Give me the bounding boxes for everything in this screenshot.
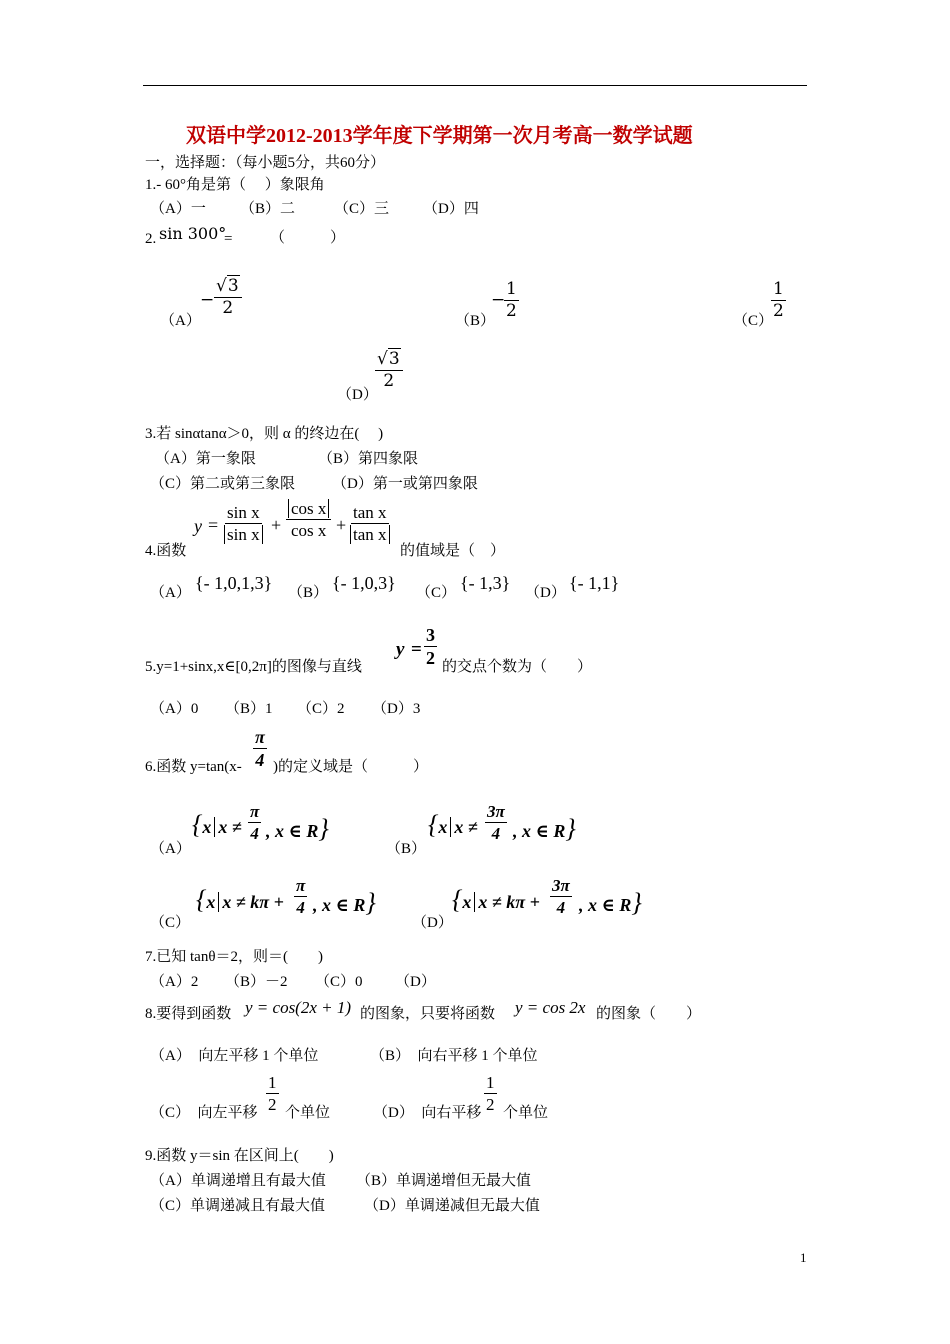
q2-option-a-radicand: 3	[227, 276, 239, 296]
q5-suffix: 的交点个数为（ ）	[442, 659, 593, 675]
q6-option-b-x: x	[438, 817, 448, 837]
q5-equals: =	[411, 639, 422, 660]
q5-numerator: 3	[426, 625, 435, 645]
q6-option-b-fraction	[485, 803, 507, 842]
q6-option-d-denominator: 4	[556, 898, 566, 917]
q8-option-c-denominator: 2	[268, 1095, 277, 1114]
q8-option-c-numerator: 1	[268, 1073, 277, 1092]
q8-option-c-fraction	[266, 1074, 279, 1113]
q7-stem: 7.已知 tanθ＝2，则＝( )	[145, 949, 324, 965]
sqrt-icon: √	[216, 276, 227, 296]
q8-option-a: （A） 向左平移 1 个单位	[150, 1048, 319, 1064]
q6-option-c-numerator: π	[296, 876, 306, 895]
q3-stem: 3.若 sinαtanα＞0，则 α 的终边在( )	[145, 426, 384, 442]
q6-option-c-fraction	[294, 877, 307, 916]
q4-option-d-label: （D）	[525, 585, 566, 601]
q6-option-a-numerator: π	[250, 802, 260, 821]
q8-option-d-numerator: 1	[486, 1073, 495, 1092]
q4-term-2	[286, 500, 331, 539]
q4-term-3	[350, 504, 390, 543]
q8-option-c-unit: 个单位	[285, 1105, 331, 1121]
q6-option-a-denominator: 4	[250, 824, 259, 843]
q4-option-b-label: （B）	[288, 585, 329, 601]
q6-option-d-numerator: 3π	[552, 876, 570, 895]
q6-option-c-plus: +	[273, 892, 284, 912]
q2-number: 2.	[145, 231, 157, 247]
q6-option-b-set: {x x ≠	[428, 810, 478, 839]
q5-option-b: （B）1	[225, 701, 273, 717]
q6-option-a-neq: ≠	[231, 817, 242, 837]
q4-option-a-values: - 1,0,1,3	[203, 573, 264, 593]
q4-suffix: 的值域是（ ）	[400, 543, 506, 559]
q8-option-b: （B） 向右平移 1 个单位	[370, 1048, 538, 1064]
q6-option-b-numerator: 3π	[487, 802, 505, 821]
q6-option-c-x2: x	[222, 892, 232, 912]
q7-option-b: （B）－2	[225, 974, 288, 990]
q7-option-d: （D）	[395, 974, 436, 990]
q3-option-d: （D）第一或第四象限	[332, 476, 478, 492]
q6-fraction	[253, 728, 267, 769]
q9-option-c: （C）单调递减且有最大值	[150, 1198, 326, 1214]
q1-stem: 1.- 60°角是第（ ）象限角	[145, 177, 325, 193]
page-title: 双语中学2012-2013学年度下学期第一次月考高一数学试题	[186, 125, 693, 147]
q8-suffix: 的图象（ ）	[596, 1006, 702, 1022]
q2-option-c-denominator: 2	[773, 301, 784, 321]
q5-option-a: （A）0	[150, 701, 199, 717]
q2-option-a-minus: −	[200, 290, 215, 310]
q7-option-a: （A）2	[150, 974, 199, 990]
q6-option-c-label: （C）	[150, 915, 191, 931]
q4-term-1	[224, 504, 263, 543]
q4-plus-2: +	[336, 515, 347, 535]
q6-option-c-neq: ≠	[235, 892, 246, 912]
q6-numerator: π	[255, 727, 265, 747]
q6-option-a-x: x	[202, 817, 212, 837]
q4-term-1-numerator: sin x	[227, 503, 260, 522]
q6-stem: 6.函数 y=tan(x-	[145, 759, 242, 775]
q4-option-c-set: {- 1,3}	[460, 573, 511, 593]
q4-option-a-set: {- 1,0,1,3}	[195, 573, 273, 593]
q2-option-b-label: （B）	[455, 313, 496, 329]
q2-option-a-label: （A）	[160, 313, 201, 329]
q2-option-a-denominator: 2	[222, 298, 234, 318]
q6-option-d-set: {x x ≠ kπ +	[452, 885, 540, 914]
q6-option-d-x2: x	[478, 892, 488, 912]
q6-option-c-domain: , x ∈ R	[313, 895, 366, 915]
q5-option-c: （C）2	[297, 701, 345, 717]
q7-option-c: （C）0	[315, 974, 363, 990]
q6-suffix: )的定义域是（ ）	[273, 759, 428, 775]
q6-option-c-denominator: 4	[296, 898, 305, 917]
q6-option-c-kpi: kπ	[250, 892, 270, 912]
header-rule	[143, 85, 807, 86]
q6-option-b-denominator: 4	[491, 824, 501, 843]
q2-option-b-numerator: 1	[506, 279, 517, 299]
q6-option-d-x: x	[462, 892, 472, 912]
q4-option-c-values: - 1,3	[468, 573, 502, 593]
q1-option-b: （B）二	[240, 201, 296, 217]
q4-term-1-denominator: sin x	[224, 525, 263, 544]
q2-option-b-fraction	[504, 281, 519, 320]
q6-option-d-label: （D）	[412, 915, 453, 931]
q6-option-a-x2: x	[218, 817, 228, 837]
q8-prefix: 8.要得到函数	[145, 1006, 232, 1022]
q9-option-a: （A）单调递增且有最大值	[150, 1173, 326, 1189]
q1-option-d: （D）四	[423, 201, 479, 217]
q6-option-c-tail: , x ∈ R}	[313, 888, 376, 917]
q4-prefix: 4.函数	[145, 543, 187, 559]
q6-option-d-plus: +	[529, 892, 540, 912]
q2-expression: sin 300°	[159, 224, 227, 243]
q8-option-d-prefix: （D） 向右平移	[373, 1105, 482, 1121]
q6-option-b-neq: ≠	[467, 817, 478, 837]
q5-denominator: 2	[426, 648, 435, 668]
q9-option-b: （B）单调递增但无最大值	[356, 1173, 532, 1189]
q3-option-c: （C）第二或第三象限	[150, 476, 296, 492]
q2-option-d-radicand: 3	[388, 349, 400, 369]
q4-option-d-values: - 1,1	[577, 573, 611, 593]
q4-equals: =	[208, 515, 219, 535]
q4-y: y	[194, 516, 202, 536]
q4-option-b-values: - 1,0,3	[340, 573, 388, 593]
q6-option-a-fraction	[248, 803, 261, 842]
q3-option-b: （B）第四象限	[318, 451, 419, 467]
q3-option-a: （A）第一象限	[155, 451, 256, 467]
q6-option-d-fraction	[550, 877, 572, 916]
q4-term-3-numerator: tan x	[353, 503, 387, 522]
q2-paren: （ ）	[270, 230, 346, 246]
q2-option-d-label: （D）	[337, 387, 378, 403]
q5-fraction	[424, 626, 437, 667]
q6-option-d-domain: , x ∈ R	[579, 895, 632, 915]
q4-term-2-numerator: cos x	[288, 499, 329, 518]
q6-option-d-neq: ≠	[491, 892, 502, 912]
q2-equals: =	[224, 231, 233, 247]
q4-option-d-set: {- 1,1}	[569, 573, 620, 593]
q9-stem: 9.函数 y＝sin 在区间上( )	[145, 1148, 334, 1164]
q4-option-b-set: {- 1,0,3}	[332, 573, 396, 593]
q2-option-a-fraction	[214, 278, 242, 317]
q2-option-d-fraction	[375, 351, 403, 390]
q4-term-3-denominator: tan x	[350, 525, 390, 544]
q6-option-d-tail: , x ∈ R}	[579, 888, 642, 917]
q6-option-b-label: （B）	[386, 841, 427, 857]
q4-option-c-label: （C）	[416, 585, 457, 601]
q6-option-b-x2: x	[454, 817, 464, 837]
q5-stem: 5.y=1+sinx,x∈[0,2π]的图像与直线	[145, 659, 362, 675]
q5-y: y	[396, 639, 405, 660]
q6-denominator: 4	[255, 750, 265, 770]
q8-middle: 的图象，只要将函数	[360, 1006, 496, 1022]
q6-option-a-set: {x x ≠	[192, 810, 242, 839]
q8-option-d-denominator: 2	[486, 1095, 495, 1114]
page-number: 1	[800, 1250, 807, 1265]
q6-option-c-x: x	[206, 892, 216, 912]
q8-option-d-unit: 个单位	[503, 1105, 549, 1121]
q1-option-a: （A）一	[150, 201, 206, 217]
q6-option-a-label: （A）	[150, 841, 191, 857]
q4-term-2-denominator: cos x	[291, 521, 327, 540]
q8-option-d-fraction	[484, 1074, 497, 1113]
q8-option-c-prefix: （C） 向左平移	[150, 1105, 258, 1121]
q2-option-b-minus: −	[491, 290, 506, 310]
q2-option-c-label: （C）	[733, 313, 774, 329]
q8-expression-2: y = cos 2x	[515, 998, 586, 1017]
q4-option-a-label: （A）	[150, 585, 191, 601]
q5-option-d: （D）3	[372, 701, 421, 717]
q2-option-c-numerator: 1	[773, 279, 784, 299]
q4-plus-1: +	[271, 515, 282, 535]
q2-option-b-denominator: 2	[506, 301, 517, 321]
q2-option-c-fraction	[771, 281, 786, 320]
q8-expression-1: y = cos(2x + 1)	[245, 998, 352, 1017]
q6-option-c-set: {x x ≠ kπ +	[196, 885, 284, 914]
sqrt-icon: √	[377, 349, 388, 369]
q2-option-d-denominator: 2	[383, 371, 395, 391]
section-heading: 一，选择题：（每小题5分，共60分）	[145, 155, 386, 171]
q6-option-b-tail: , x ∈ R}	[513, 814, 576, 843]
q1-option-c: （C）三	[334, 201, 390, 217]
q6-option-a-tail: , x ∈ R}	[266, 814, 329, 843]
q9-option-d: （D）单调递减但无最大值	[364, 1198, 540, 1214]
q6-option-b-domain: , x ∈ R	[513, 821, 566, 841]
q6-option-a-domain: , x ∈ R	[266, 821, 319, 841]
q6-option-d-kpi: kπ	[506, 892, 526, 912]
